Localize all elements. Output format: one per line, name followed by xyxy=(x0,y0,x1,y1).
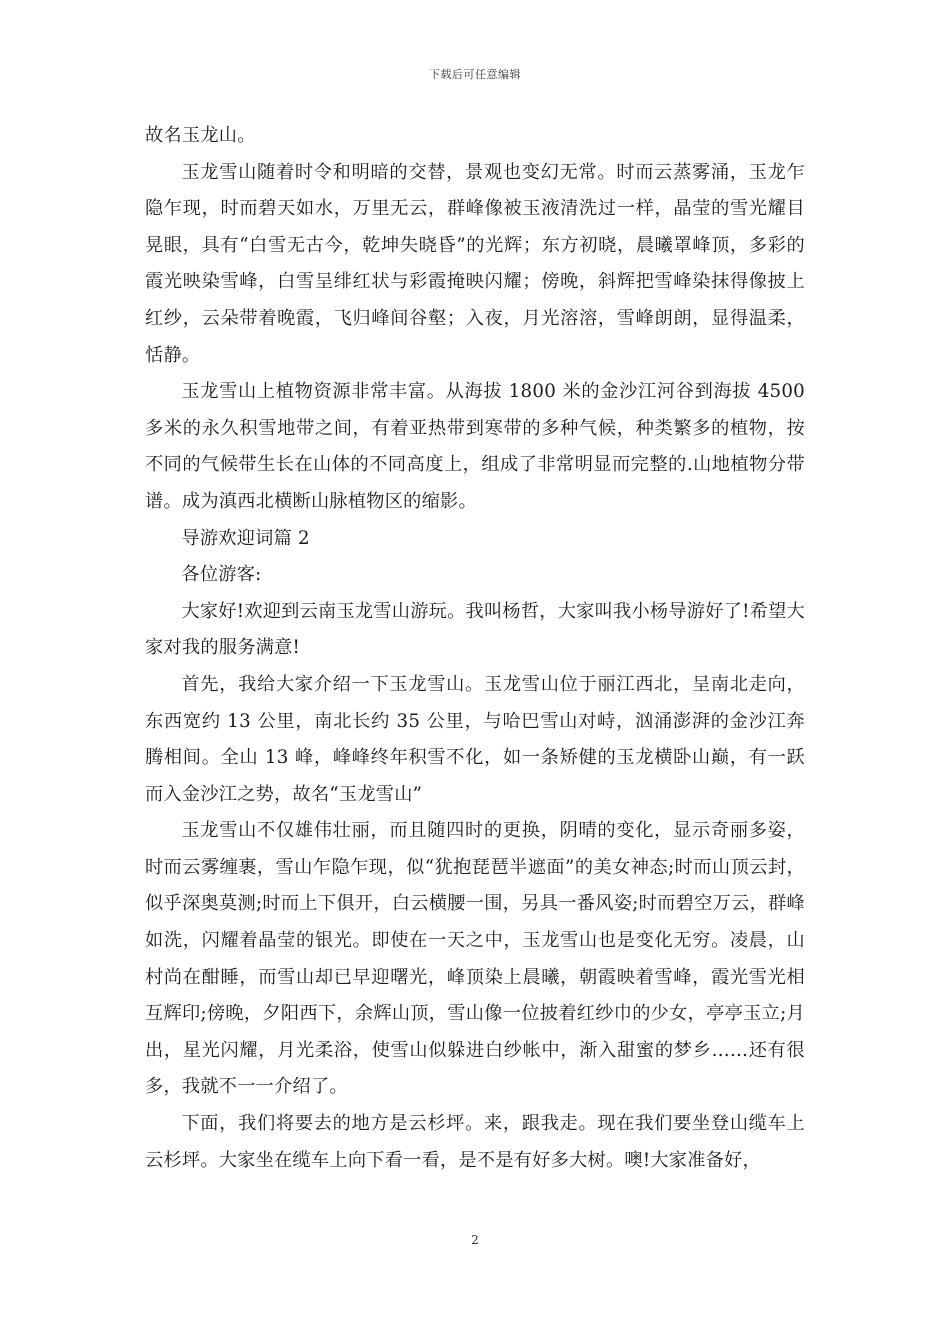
page-header-note: 下载后可任意编辑 xyxy=(429,68,521,81)
paragraph-continuation: 故名玉龙山。 xyxy=(145,125,256,146)
document-body xyxy=(145,118,805,1179)
paragraph-changes: 玉龙雪山不仅雄伟壮丽，而且随四时的更换，阴晴的变化，显示奇丽多姿，时而云雾缠裹，雪山乍隐乍现，似“犹抱琵琶半遮面”的美女神态;时而山顶云封，似乎深奥莫测;时而上下俱开，白云横腰一围，另具一番风姿;时而碧空万云，群峰如洗，闪耀着晶莹的银光。即使在一天之中，玉龙雪山也是变化无穷。凌晨，山村尚在酣睡，而雪山却已早迎曙光，峰顶染上晨曦，朝霞映着雪峰，霞光雪光相互辉印;傍晚，夕阳西下，余辉山顶，雪山像一位披着红纱巾的少女，亭亭玉立;月出，星光闪耀，月光柔浴，使雪山似躲进白纱帐中，渐入甜蜜的梦乡……还有很多，我就不一一介绍了。 xyxy=(145,820,805,1098)
paragraph-introduction: 首先，我给大家介绍一下玉龙雪山。玉龙雪山位于丽江西北，呈南北走向，东西宽约 13 公里，南北长约 35 公里，与哈巴雪山对峙，汹涌澎湃的金沙江奔腾相间。全山 13 峰，峰峰终年积雪不化，如一条矫健的玉龙横卧山巅，有一跃而入金沙江之势，故名“玉龙雪山” xyxy=(145,673,805,805)
paragraph-scenery: 玉龙雪山随着时令和明暗的交替，景观也变幻无常。时而云蒸雾涌，玉龙乍隐乍现，时而碧天如水，万里无云，群峰像被玉液清洗过一样，晶莹的雪光耀目晃眼，具有“白雪无古今，乾坤失晓昏”的光辉；东方初晓，晨曦罩峰顶，多彩的霞光映染雪峰，白雪呈绯红状与彩霞掩映闪耀；傍晚，斜辉把雪峰染抹得像披上红纱，云朵带着晚霞，飞归峰间谷壑；入夜，月光溶溶，雪峰朗朗，显得温柔，恬静。 xyxy=(145,161,805,366)
salutation: 各位游客: xyxy=(181,564,262,586)
paragraph-plants: 玉龙雪山上植物资源非常丰富。从海拔 1800 米的金沙江河谷到海拔 4500 多米的永久积雪地带之间，有着亚热带到寒带的多种气候，种类繁多的植物，按不同的气候带生长在山体的不同高度上，组成了非常明显而完整的.山地植物分带谱。成为滇西北横断山脉植物区的缩影。 xyxy=(145,381,805,512)
paragraph-greeting: 大家好!欢迎到云南玉龙雪山游玩。我叫杨哲，大家叫我小杨导游好了!希望大家对我的服务满意! xyxy=(145,600,805,659)
page-number: 2 xyxy=(471,1233,479,1247)
paragraph-cable-car: 下面，我们将要去的地方是云杉坪。来，跟我走。现在我们要坐登山缆车上云杉坪。大家坐在缆车上向下看一看，是不是有好多大树。噢!大家准备好， xyxy=(145,1113,805,1171)
section-heading: 导游欢迎词篇 2 xyxy=(181,527,310,549)
